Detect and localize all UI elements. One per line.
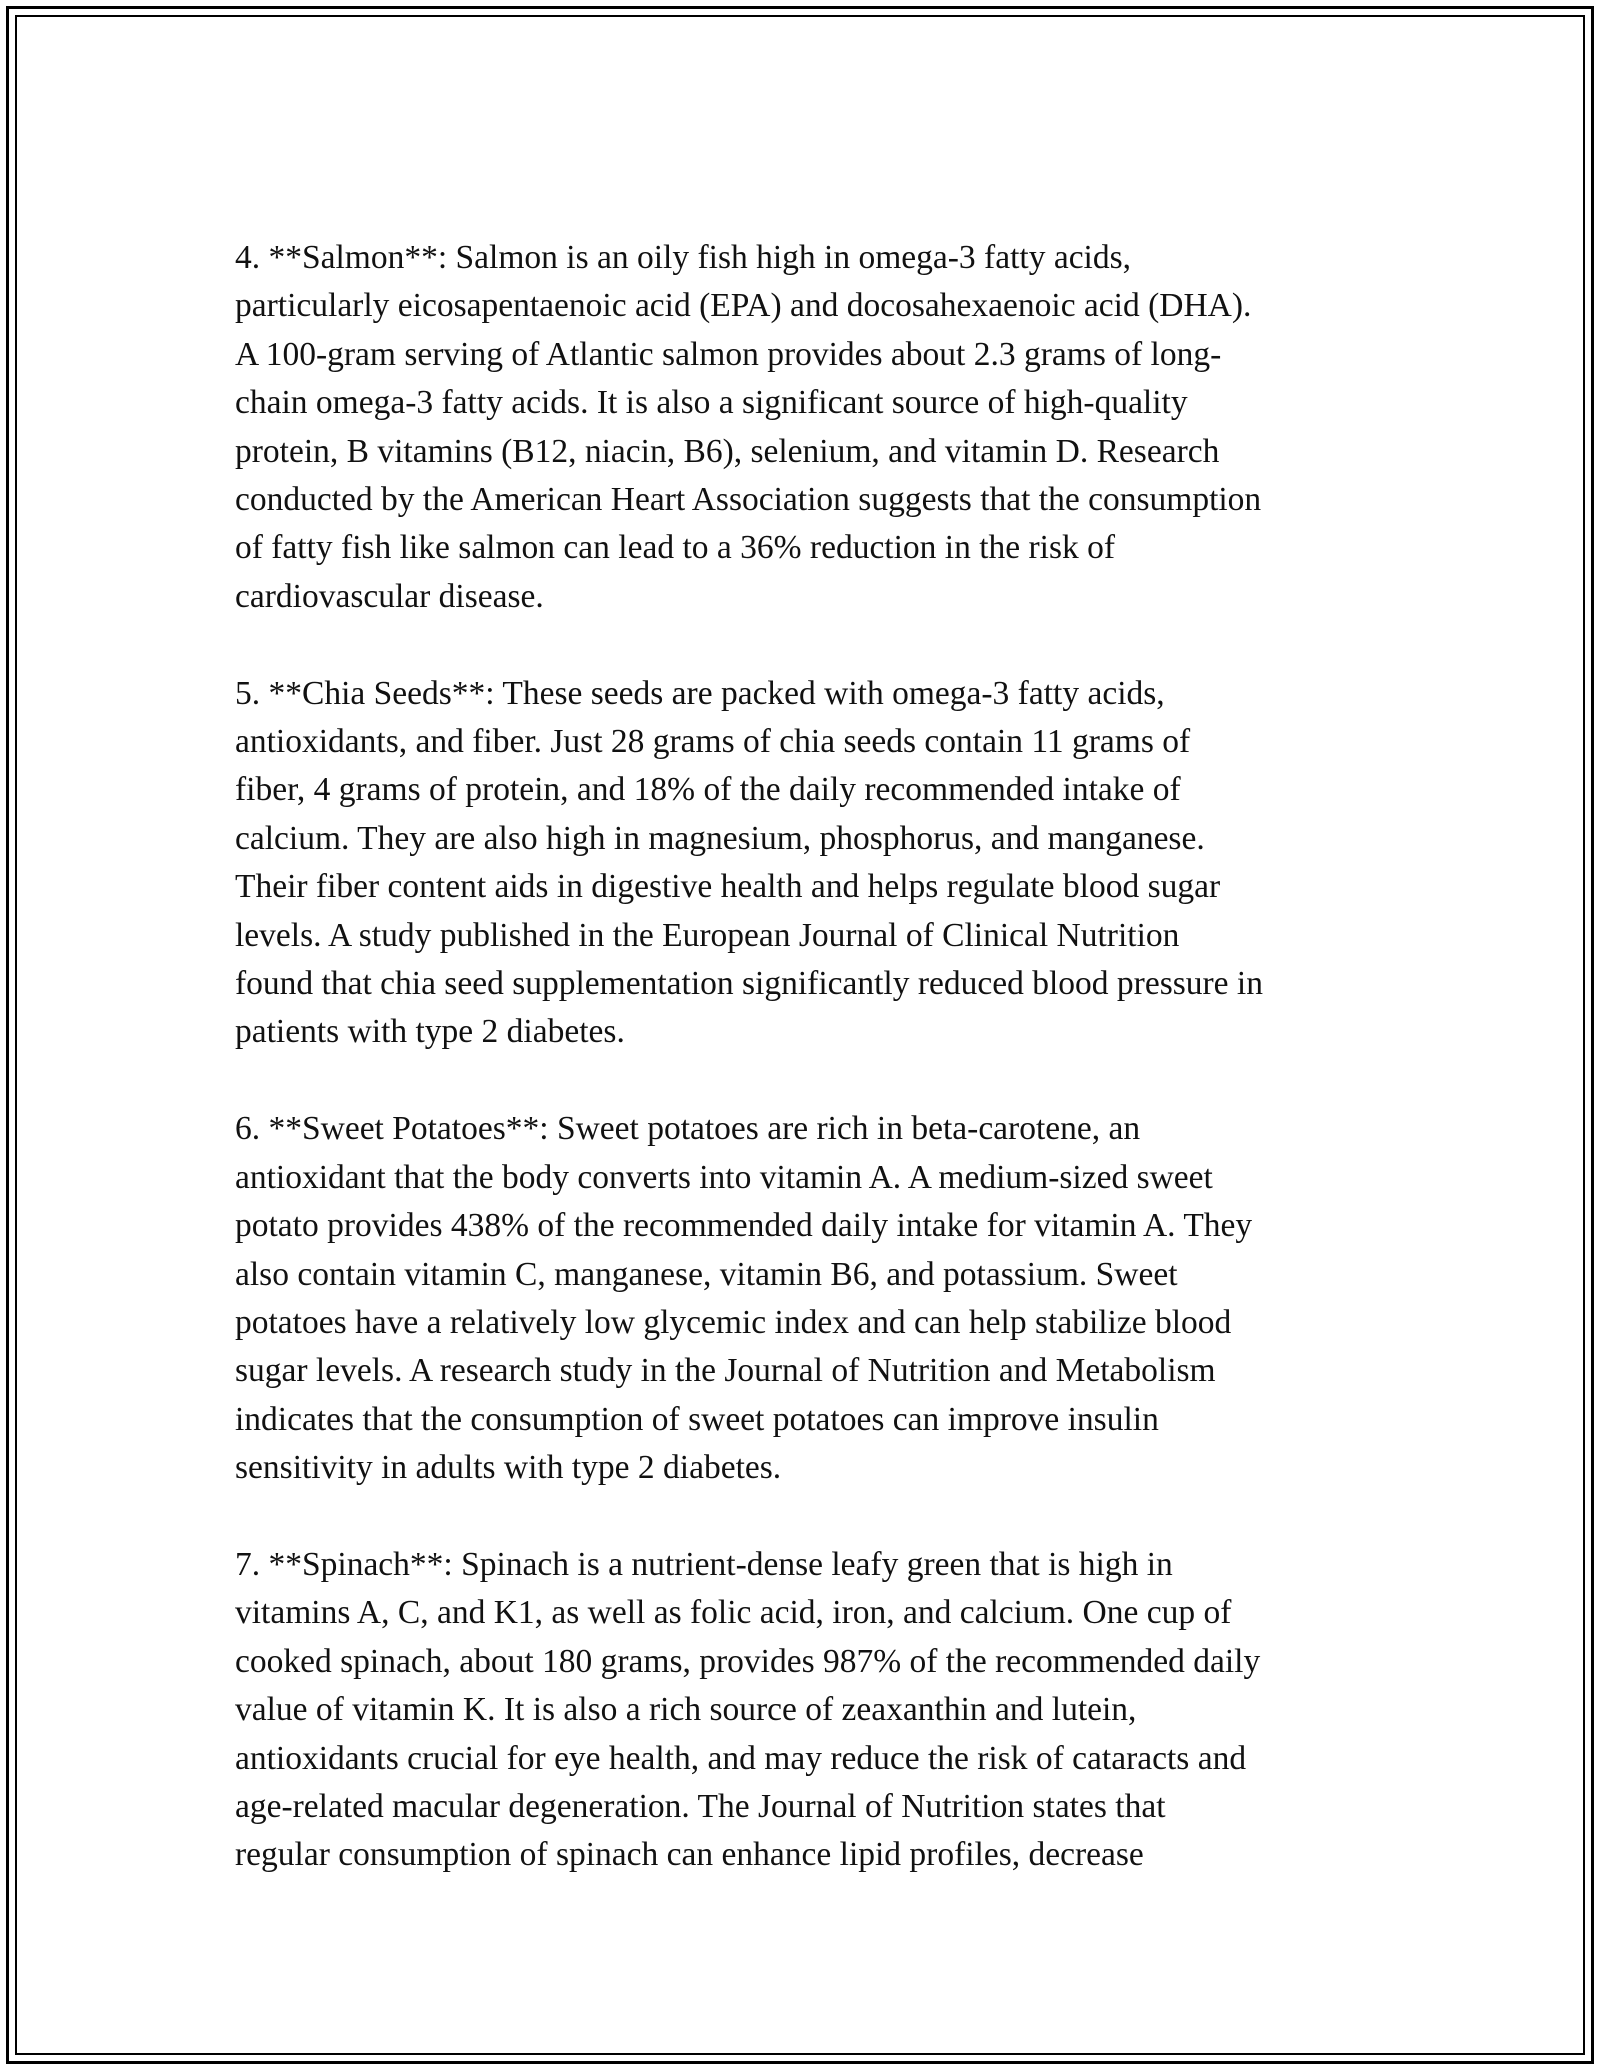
paragraph-chia-seeds	[235, 670, 1395, 1057]
text-line: found that chia seed supplementation significantly reduced blood pressure in	[235, 965, 1263, 1003]
text-line: value of vitamin K. It is also a rich source of zeaxanthin and lutein,	[235, 1691, 1137, 1729]
text-line: levels. A study published in the European Journal of Clinical Nutrition	[235, 916, 1180, 954]
text-line: cooked spinach, about 180 grams, provides 987% of the recommended daily	[235, 1642, 1261, 1680]
text-line: A 100-gram serving of Atlantic salmon provides about 2.3 grams of long-	[235, 335, 1222, 373]
text-line: patients with type 2 diabetes.	[235, 1013, 625, 1051]
text-line: potatoes have a relatively low glycemic index and can help stabilize blood	[235, 1303, 1232, 1341]
text-line: protein, B vitamins (B12, niacin, B6), selenium, and vitamin D. Research	[235, 432, 1220, 470]
text-line: sugar levels. A research study in the Journal of Nutrition and Metabolism	[235, 1352, 1216, 1390]
text-line: age-related macular degeneration. The Journal of Nutrition states that	[235, 1787, 1166, 1825]
text-line: cardiovascular disease.	[235, 577, 544, 615]
text-line: fiber, 4 grams of protein, and 18% of the daily recommended intake of	[235, 771, 1181, 809]
text-line: of fatty fish like salmon can lead to a 36% reduction in the risk of	[235, 529, 1116, 567]
text-line: sensitivity in adults with type 2 diabetes.	[235, 1449, 782, 1487]
text-line: antioxidant that the body converts into vitamin A. A medium-sized sweet	[235, 1158, 1213, 1196]
document-body	[235, 234, 1395, 1928]
text-line: 7. **Spinach**: Spinach is a nutrient-dense leafy green that is high in	[235, 1545, 1173, 1583]
text-line: indicates that the consumption of sweet potatoes can improve insulin	[235, 1400, 1159, 1438]
text-line: regular consumption of spinach can enhance lipid profiles, decrease	[235, 1836, 1144, 1874]
text-line: 4. **Salmon**: Salmon is an oily fish high in omega-3 fatty acids,	[235, 239, 1132, 276]
text-line: potato provides 438% of the recommended daily intake for vitamin A. They	[235, 1207, 1253, 1245]
paragraph-sweet-potatoes	[235, 1105, 1395, 1492]
text-line: antioxidants crucial for eye health, and may reduce the risk of cataracts and	[235, 1739, 1247, 1777]
text-line: 6. **Sweet Potatoes**: Sweet potatoes are rich in beta-carotene, an	[235, 1110, 1141, 1148]
paragraph-salmon	[235, 234, 1395, 621]
text-line: conducted by the American Heart Association suggests that the consumption	[235, 481, 1262, 519]
text-line: calcium. They are also high in magnesium, phosphorus, and manganese.	[235, 819, 1205, 857]
text-line: antioxidants, and fiber. Just 28 grams of chia seeds contain 11 grams of	[235, 723, 1191, 761]
text-line: particularly eicosapentaenoic acid (EPA) and docosahexaenoic acid (DHA).	[235, 287, 1252, 325]
paragraph-spinach	[235, 1541, 1395, 1880]
text-line: Their fiber content aids in digestive health and helps regulate blood sugar	[235, 868, 1221, 906]
text-line: vitamins A, C, and K1, as well as folic acid, iron, and calcium. One cup of	[235, 1594, 1232, 1632]
text-line: also contain vitamin C, manganese, vitamin B6, and potassium. Sweet	[235, 1255, 1178, 1293]
text-line: chain omega-3 fatty acids. It is also a significant source of high-quality	[235, 384, 1188, 422]
text-line: 5. **Chia Seeds**: These seeds are packed with omega-3 fatty acids,	[235, 674, 1165, 712]
